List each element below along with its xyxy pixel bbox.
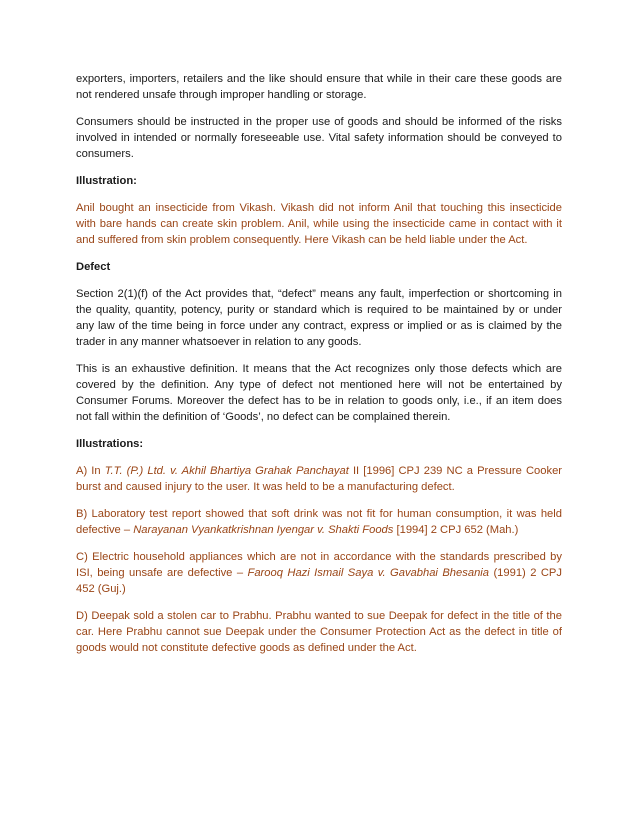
illustration-a-prefix: A) In — [76, 464, 105, 477]
document-body — [76, 71, 562, 667]
illustration-b-suffix: [1994] 2 CPJ 652 (Mah.) — [393, 523, 519, 536]
illustration-insecticide: Anil bought an insecticide from Vikash. Vikash did not inform Anil that touching this insecticide with bare hands can create skin problem. Anil, while using the insecticide came in contact with it and suffered from skin problem consequently. Here Vikash can be held liable under the Act. — [76, 201, 562, 247]
paragraph-instructions: Consumers should be instructed in the proper use of goods and should be informed of the risks involved in intended or normally foreseeable use. Vital safety information should be conveyed to consumers. — [76, 115, 562, 161]
heading-illustrations: Illustrations: — [76, 438, 144, 451]
paragraph-handling: exporters, importers, retailers and the like should ensure that while in their care these goods are not rendered unsafe through improper handling or storage. — [76, 73, 562, 102]
illustration-c-prefix: C) Electric household appliances which are not in accordance with the standards prescribed by ISI, being unsafe are defective – — [76, 550, 562, 579]
illustration-a-case-name: T.T. (P.) Ltd. v. Akhil Bhartiya Grahak Panchayat — [104, 464, 349, 477]
illustration-d: D) Deepak sold a stolen car to Prabhu. Prabhu wanted to sue Deepak for defect in the title of the car. Here Prabhu cannot sue Deepak under the Consumer Protection Act as the defect in title of goods would not constitute defective goods as defined under the Act. — [76, 609, 562, 655]
heading-defect: Defect — [76, 260, 111, 273]
illustration-a-suffix: II [1996] CPJ 239 NC a Pressure Cooker burst and caused injury to the user. It was held to be a manufacturing defect. — [76, 464, 563, 494]
illustration-b-prefix: B) Laboratory test report showed that soft drink was not fit for human consumption, it was held defective – — [76, 507, 562, 536]
illustration-c-case-name: Farooq Hazi Ismail Saya v. Gavabhai Bhesania — [247, 566, 490, 579]
illustration-a — [76, 463, 562, 495]
illustration-c-suffix: (1991) 2 CPJ 452 (Guj.) — [76, 566, 562, 596]
heading-illustration: Illustration: — [76, 175, 137, 188]
illustration-b — [76, 506, 562, 538]
illustration-c — [76, 549, 562, 598]
paragraph-defect-definition: Section 2(1)(f) of the Act provides that, “defect” means any fault, imperfection or shortcoming in the quality, quantity, potency, purity or standard which is required to be maintained by or under any law of the time being in force under any contract, express or implied or as is claimed by the trader in any manner whatsoever in relation to any goods. — [76, 287, 562, 349]
illustration-b-case-name: Narayanan Vyankatkrishnan Iyengar v. Shakti Foods — [133, 523, 394, 536]
paragraph-exhaustive-definition: This is an exhaustive definition. It means that the Act recognizes only those defects which are covered by the definition. Any type of defect not mentioned here will not be entertained by Consumer Forums. Moreover the defect has to be in relation to goods only, i.e., if an item does not fall within the definition of ‘Goods’, no defect can be complained therein. — [76, 362, 562, 424]
